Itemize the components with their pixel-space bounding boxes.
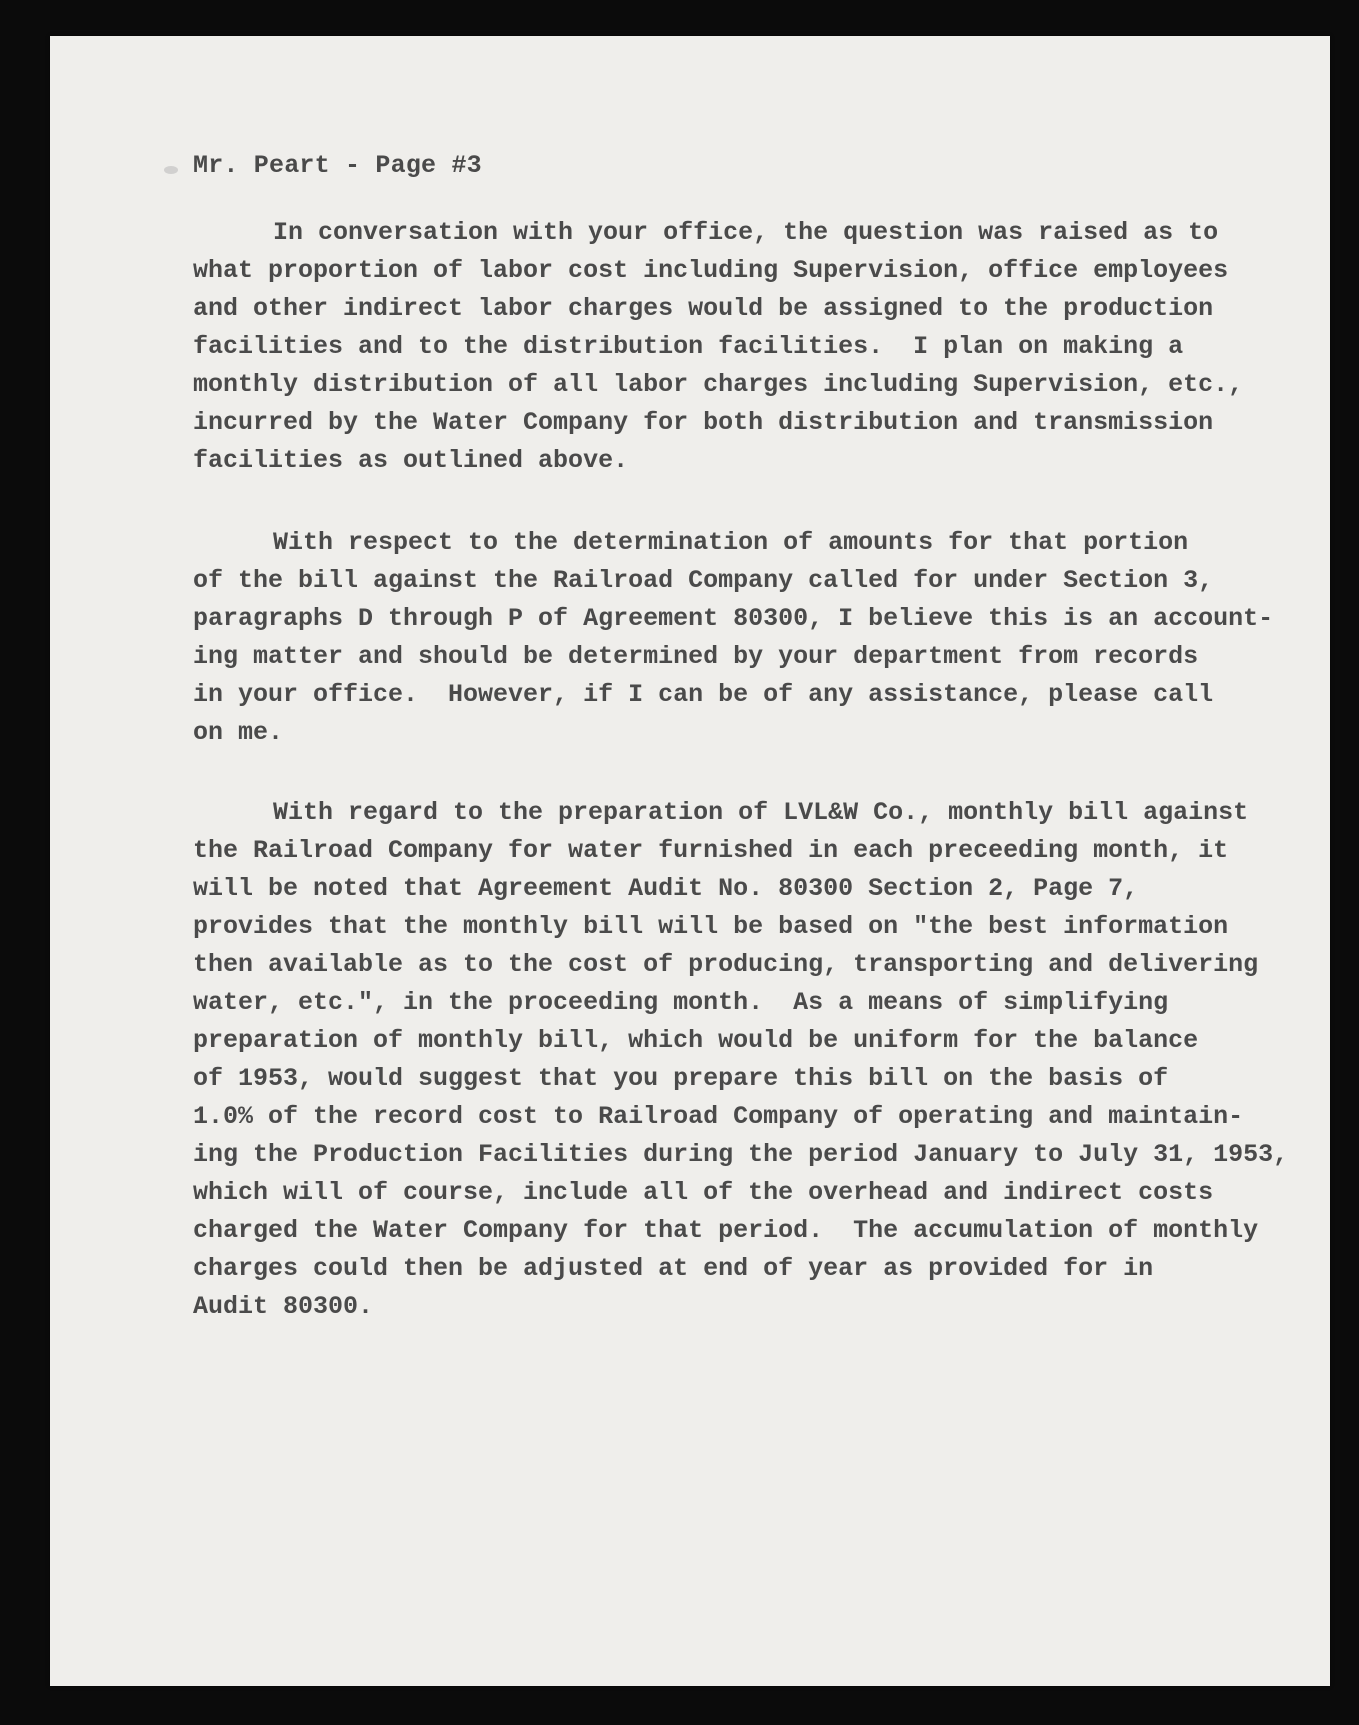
paragraph-line: on me. xyxy=(193,718,284,747)
letter-page xyxy=(50,36,1330,1686)
paragraph-line: 1.0% of the record cost to Railroad Company of operating and maintain- xyxy=(193,1102,1244,1131)
paragraph-2 xyxy=(193,524,1273,752)
paragraph-line: the Railroad Company for water furnished in each preceeding month, it xyxy=(193,836,1229,865)
paragraph-line: monthly distribution of all labor charges including Supervision, etc., xyxy=(193,370,1244,399)
paragraph-line: facilities as outlined above. xyxy=(193,446,629,475)
page-header: Mr. Peart - Page #3 xyxy=(193,151,482,180)
paragraph-line: charged the Water Company for that period. The accumulation of monthly xyxy=(193,1216,1259,1245)
paragraph-line: charges could then be adjusted at end of year as provided for in xyxy=(193,1254,1154,1283)
paragraph-line: paragraphs D through P of Agreement 80300, I believe this is an account- xyxy=(193,604,1274,633)
paragraph-line: in your office. However, if I can be of any assistance, please call xyxy=(193,680,1214,709)
paragraph-line: ing the Production Facilities during the period January to July 31, 1953, xyxy=(193,1140,1289,1169)
paragraph-line: and other indirect labor charges would be assigned to the production xyxy=(193,294,1214,323)
paragraph-line: With regard to the preparation of LVL&W Co., monthly bill against xyxy=(273,798,1249,827)
paragraph-line: then available as to the cost of producing, transporting and delivering xyxy=(193,950,1259,979)
paragraph-line: With respect to the determination of amounts for that portion xyxy=(273,528,1189,557)
paragraph-1 xyxy=(193,214,1243,480)
paragraph-line: In conversation with your office, the question was raised as to xyxy=(273,218,1219,247)
paragraph-line: ing matter and should be determined by your department from records xyxy=(193,642,1199,671)
paragraph-line: which will of course, include all of the overhead and indirect costs xyxy=(193,1178,1214,1207)
paragraph-line: Audit 80300. xyxy=(193,1292,374,1321)
paragraph-line: what proportion of labor cost including Supervision, office employees xyxy=(193,256,1229,285)
paragraph-3 xyxy=(193,794,1288,1326)
paper-smudge xyxy=(164,166,178,174)
paragraph-line: will be noted that Agreement Audit No. 80300 Section 2, Page 7, xyxy=(193,874,1139,903)
paragraph-line: water, etc.", in the proceeding month. As a means of simplifying xyxy=(193,988,1169,1017)
paragraph-line: provides that the monthly bill will be based on "the best information xyxy=(193,912,1229,941)
paragraph-line: incurred by the Water Company for both distribution and transmission xyxy=(193,408,1214,437)
paragraph-line: of 1953, would suggest that you prepare this bill on the basis of xyxy=(193,1064,1169,1093)
paragraph-line: preparation of monthly bill, which would be uniform for the balance xyxy=(193,1026,1199,1055)
paragraph-line: facilities and to the distribution facilities. I plan on making a xyxy=(193,332,1184,361)
paragraph-line: of the bill against the Railroad Company called for under Section 3, xyxy=(193,566,1214,595)
